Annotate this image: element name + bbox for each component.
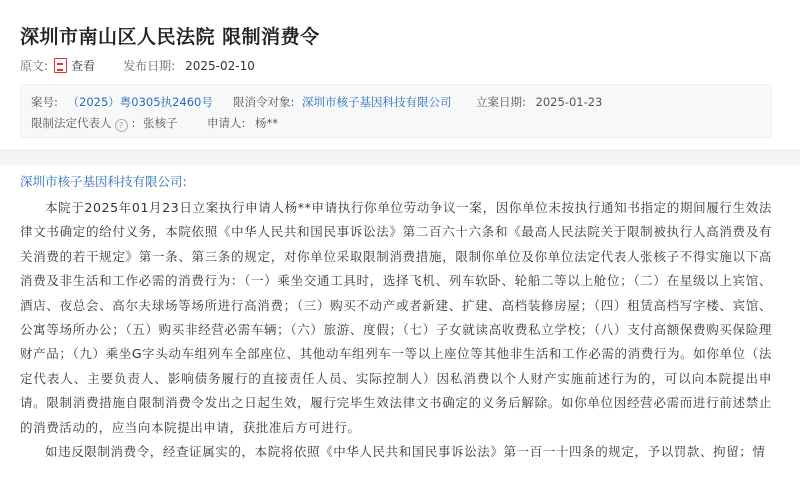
filing-date-label: 立案日期: bbox=[476, 95, 526, 109]
legal-rep-separator: : bbox=[131, 116, 136, 130]
filing-date: 2025-01-23 bbox=[535, 95, 603, 109]
case-no-label: 案号: bbox=[31, 95, 58, 109]
case-no-item bbox=[31, 94, 213, 110]
legal-rep-item bbox=[31, 115, 178, 132]
target-company-link[interactable]: 深圳市核子基因科技有限公司 bbox=[302, 95, 452, 109]
publish-date-label: 发布日期: bbox=[123, 59, 176, 73]
applicant-name: 杨** bbox=[255, 116, 279, 130]
view-original-link[interactable]: 查看 bbox=[71, 59, 96, 73]
section-divider bbox=[0, 150, 800, 165]
page-title: 深圳市南山区人民法院 限制消费令 bbox=[20, 26, 320, 48]
pdf-icon[interactable] bbox=[54, 58, 67, 73]
addressee-link[interactable]: 深圳市核子基因科技有限公司: bbox=[20, 174, 187, 189]
applicant-label: 申请人: bbox=[207, 116, 246, 130]
legal-rep-name: 张核子 bbox=[143, 116, 178, 130]
publish-date: 2025-02-10 bbox=[185, 58, 255, 73]
target-label: 限消令对象: bbox=[233, 95, 295, 109]
order-body bbox=[20, 170, 772, 464]
target-item bbox=[233, 94, 452, 110]
order-paragraph-2: 如违反限制消费令，经查证属实的，本院将依照《中华人民共和国民事诉讼法》第一百一十四条的规定，予以罚款、拘留；情 bbox=[45, 444, 766, 460]
filing-date-item bbox=[476, 94, 602, 110]
legal-rep-label: 限制法定代表人 bbox=[31, 116, 112, 130]
case-info-panel bbox=[20, 84, 772, 138]
document-meta bbox=[20, 57, 255, 74]
applicant-item bbox=[207, 115, 278, 131]
original-label: 原文: bbox=[20, 59, 49, 73]
order-paragraph-1: 本院于2025年01月23日立案执行申请人杨**申请执行你单位劳动争议一案，因你单位未按执行通知书指定的期间履行生效法律文书确定的给付义务，本院依照《中华人民共和国民事诉讼法》第二百六十六条和《最高人民法院关于限制被执行人高消费及有关消费的若干规定》第一条、第三条的规定，对你单位采取限制消费措施，限制你单位及你单位法定代表人张核子不得实施以下高消费及非生活和工作必需的消费行为：（一）乘坐交通工具时，选择飞机、列车软卧、轮船二等以上舱位；（二）在星级以上宾馆、酒店、夜总会、高尔夫球场等场所进行高消费；（三）购买不动产或者新建、扩建、高档装修房屋；（四）租赁高档写字楼、宾馆、公寓等场所办公；（五）购买非经营必需车辆；（六）旅游、度假；（七）子女就读高收费私立学校；（八）支付高额保费购买保险理财产品；（九）乘坐G字头动车组列车全部座位、其他动车组列车一等以上座位等其他非生活和工作必需的消费行为。如你单位（法定代表人、主要负责人、影响债务履行的直接责任人员、实际控制人）因私消费以个人财产实施前述行为的，可以向本院提出申请。限制消费措施自限制消费令发出之日起生效，履行完毕生效法律文书确定的义务后解除。如你单位因经营必需而进行前述禁止的消费活动的，应当向本院提出申请，获批准后方可进行。 bbox=[20, 200, 772, 435]
case-no-link[interactable]: （2025）粤0305执2460号 bbox=[67, 95, 213, 109]
help-icon[interactable]: ? bbox=[115, 119, 128, 132]
